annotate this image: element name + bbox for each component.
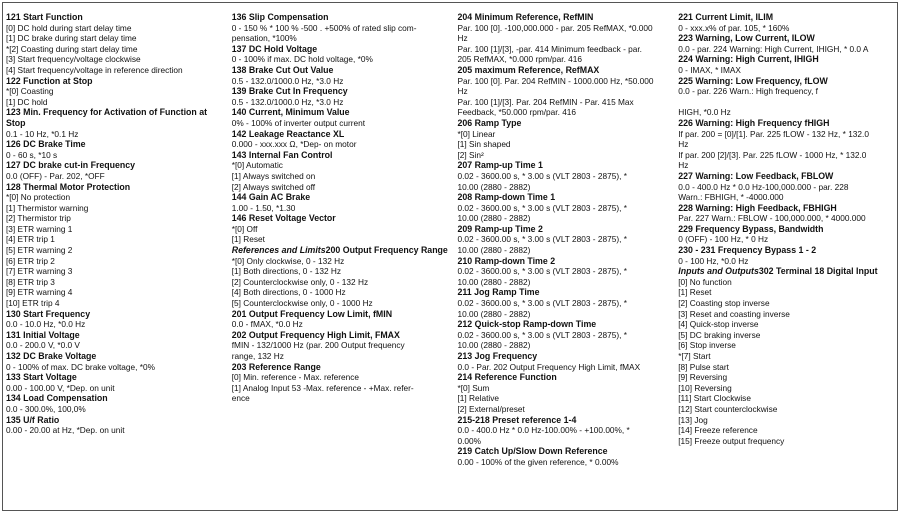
parameter-value-line: [0] DC hold during start delay time — [6, 22, 132, 33]
parameter-title: 213 Jog Frequency — [457, 351, 538, 361]
parameter-entry — [232, 129, 452, 150]
parameter-heading — [232, 107, 452, 118]
parameter-heading — [232, 44, 452, 55]
parameter-entry — [6, 330, 226, 351]
parameter-title: 133 Start Voltage — [6, 372, 77, 383]
parameter-heading — [232, 12, 452, 23]
parameter-value-line: *[0] Sum — [457, 382, 490, 393]
parameter-title: 131 Initial Voltage — [6, 329, 80, 340]
parameter-value-line: [2] Coasting stop inverse — [678, 298, 770, 309]
parameter-entry — [458, 65, 673, 118]
parameter-value-line: 0.02 - 3600.00 s, * 3.00 s (VLT 2803 - 2875), * — [457, 202, 627, 213]
parameter-title: 215-218 Preset reference 1-4 — [457, 414, 577, 425]
parameter-heading — [678, 33, 894, 44]
parameter-value-line: [2] Counterclockwise only, 0 - 132 Hz — [231, 276, 369, 287]
parameter-title: 140 Current, Minimum Value — [231, 107, 350, 118]
parameter-value-line: 0.02 - 3600.00 s, * 3.00 s (VLT 2803 - 2875), * — [457, 266, 627, 277]
parameter-value-line: [1] Sin shaped — [457, 139, 511, 150]
parameter-value-line: *[0] Linear — [457, 128, 496, 139]
parameter-heading — [458, 256, 673, 267]
parameter-title: 204 Minimum Reference, RefMIN — [457, 12, 594, 22]
parameter-entry — [232, 309, 452, 330]
parameter-title: 122 Function at Stop — [6, 75, 93, 86]
parameter-heading — [678, 54, 894, 65]
parameter-value-line: [1] Always switched on — [231, 170, 316, 181]
parameter-value-line: 10.00 (2880 - 2882) — [457, 340, 531, 351]
parameter-value-line: 0 - IMAX, * IMAX — [678, 64, 741, 75]
parameter-value-line: [4] ETR trip 1 — [6, 234, 55, 245]
parameter-entry — [458, 12, 673, 65]
parameter-heading — [458, 351, 673, 362]
parameter-value-line: [7] ETR warning 3 — [6, 266, 73, 277]
parameter-value-line: [1] Reset — [678, 287, 712, 298]
parameter-heading — [458, 192, 673, 203]
parameter-value-line — [678, 97, 894, 108]
parameter-heading — [678, 171, 894, 182]
parameter-value-line: 0.5 - 132.0/1000.0 Hz, *3.0 Hz — [231, 96, 344, 107]
parameter-value-line: 10.00 (2880 - 2882) — [457, 308, 531, 319]
parameter-heading — [678, 203, 894, 214]
parameter-value-line: 0.02 - 3600.00 s, * 3.00 s (VLT 2803 - 2875), * — [457, 298, 627, 309]
parameter-value-line: [11] Start Clockwise — [678, 393, 751, 404]
parameter-entry — [678, 54, 894, 75]
parameter-heading — [232, 330, 452, 341]
parameter-entry — [232, 192, 452, 213]
parameter-value-line: 0.1 - 10 Hz, *0.1 Hz — [6, 128, 79, 139]
parameter-title: 203 Reference Range — [231, 361, 321, 372]
parameter-title: 229 Frequency Bypass, Bandwidth — [678, 223, 824, 234]
parameter-value-line: ence — [231, 393, 250, 404]
parameter-title: 146 Reset Voltage Vector — [231, 213, 336, 224]
section-heading: Inputs and Outputs — [678, 266, 759, 277]
parameter-entry — [6, 309, 226, 330]
parameter-entry — [232, 245, 452, 309]
column-2 — [229, 3, 455, 510]
parameter-heading — [458, 415, 673, 426]
parameter-value-line: Par. 227 Warn.: FBLOW - 100,000.000, * 4000.000 — [678, 213, 866, 224]
parameter-title: 121 Start Function — [6, 12, 83, 22]
parameter-value-line: 0.0 - 300.0%, 100,0% — [6, 403, 86, 414]
parameter-title: 223 Warning, Low Current, ILOW — [678, 33, 815, 44]
parameter-entry — [458, 287, 673, 319]
parameter-title: 207 Ramp-up Time 1 — [457, 160, 543, 171]
parameter-value-line: [2] Sin² — [457, 149, 484, 160]
parameter-entry — [458, 415, 673, 447]
parameter-title: 126 DC Brake Time — [6, 139, 86, 150]
parameter-entry — [678, 12, 894, 33]
parameter-heading — [458, 446, 673, 457]
parameter-value-line: [6] ETR trip 2 — [6, 255, 55, 266]
parameter-value-line: 1.00 - 1.50, *1.30 — [231, 202, 296, 213]
parameter-entry — [6, 12, 226, 76]
parameter-value-line: *[2] Coasting during start delay time — [6, 43, 138, 54]
parameter-value-line: *[0] Coasting — [6, 86, 54, 97]
parameter-value-line: [2] External/preset — [457, 403, 525, 414]
parameter-title: 219 Catch Up/Slow Down Reference — [457, 446, 608, 457]
parameter-value-line: 0 - 100% if max. DC hold voltage, *0% — [231, 54, 373, 65]
parameter-title: 224 Warning: High Current, IHIGH — [678, 54, 819, 65]
parameter-title: 142 Leakage Reactance XL — [231, 128, 345, 139]
parameter-value-line: Par. 100 [0]. Par. 204 RefMIN - 1000.000 Hz, *50.000 — [457, 75, 654, 86]
section-heading: References and Limits — [231, 245, 326, 256]
parameter-value-line: [1] Relative — [457, 393, 500, 404]
parameter-value-line: [1] Thermistor warning — [6, 202, 89, 213]
parameter-heading — [458, 319, 673, 330]
parameter-heading — [6, 372, 226, 383]
parameter-value-line: [5] Counterclockwise only, 0 - 1000 Hz — [231, 298, 373, 309]
parameter-entry — [232, 330, 452, 362]
parameter-entry — [232, 362, 452, 404]
parameter-value-line: [12] Start counterclockwise — [678, 403, 778, 414]
parameter-value-line: 10.00 (2880 - 2882) — [457, 276, 531, 287]
parameter-title: 135 U/f Ratio — [6, 414, 60, 425]
parameter-heading — [6, 160, 226, 171]
parameter-value-line: [8] ETR trip 3 — [6, 276, 55, 287]
parameter-heading — [458, 65, 673, 76]
parameter-entry — [232, 86, 452, 107]
parameter-entry — [458, 160, 673, 192]
parameter-value-line: pensation, *100% — [231, 33, 297, 44]
parameter-entry — [458, 446, 673, 467]
parameter-title: 228 Warning: High Feedback, FBHIGH — [678, 202, 837, 213]
parameter-value-line: [13] Jog — [678, 414, 708, 425]
parameter-heading — [458, 287, 673, 298]
parameter-value-line: 10.00 (2880 - 2882) — [457, 181, 531, 192]
parameter-heading — [232, 213, 452, 224]
parameter-entry — [232, 213, 452, 245]
parameter-entry — [458, 192, 673, 224]
parameter-heading — [458, 160, 673, 171]
parameter-entry — [6, 372, 226, 393]
parameter-value-line: 0.00 - 100.00 V, *Dep. on unit — [6, 382, 115, 393]
parameter-heading — [6, 415, 226, 426]
parameter-heading — [678, 76, 894, 87]
parameter-entry — [678, 224, 894, 245]
parameter-value-line: [6] Stop inverse — [678, 340, 736, 351]
parameter-entry — [678, 203, 894, 224]
parameter-heading — [458, 372, 673, 383]
parameter-title: 210 Ramp-down Time 2 — [457, 255, 556, 266]
parameter-value-line: If par. 200 = [0]/[1]. Par. 225 fLOW - 132 Hz, * 132.0 — [678, 128, 869, 139]
parameter-value-line: Hz — [457, 86, 468, 97]
parameter-value-line: 0% - 100% of inverter output current — [231, 117, 366, 128]
parameter-value-line: 0.02 - 3600.00 s, * 3.00 s (VLT 2803 - 2875), * — [457, 234, 627, 245]
parameter-entry — [678, 245, 894, 266]
parameter-entry — [6, 76, 226, 108]
parameter-value-line: [3] Reset and coasting inverse — [678, 308, 790, 319]
parameter-value-line: Par. 100 [1]/[3]. Par. 204 RefMIN - Par. 415 Max — [457, 96, 634, 107]
parameter-heading — [458, 12, 673, 23]
parameter-value-line: 0.0 (OFF) - Par. 202, *OFF — [6, 170, 105, 181]
parameter-value-line: [14] Freeze reference — [678, 425, 758, 436]
parameter-value-line: 0.0 - Par. 202 Output Frequency High Limit, fMAX — [457, 361, 641, 372]
parameter-entry — [6, 160, 226, 181]
parameter-value-line: 0.02 - 3600.00 s, * 3.00 s (VLT 2803 - 2875), * — [457, 329, 627, 340]
parameter-value-line: 0.00% — [457, 435, 482, 446]
parameter-value-line: [0] Min. reference - Max. reference — [231, 372, 360, 383]
parameter-value-line: Warn.: FBHIGH, * -4000.000 — [678, 192, 784, 203]
parameter-value-line: [8] Pulse start — [678, 361, 729, 372]
parameter-title: 123 Min. Frequency for Activation of Function at Stop — [6, 107, 208, 128]
parameter-value-line: Par. 100 [1]/[3], -par. 414 Minimum feedback - par. — [457, 43, 642, 54]
parameter-value-line: 0.0 - 400.0 Hz * 0.0 Hz-100,000.000 - par. 228 — [678, 181, 849, 192]
parameter-entry — [678, 76, 894, 118]
parameter-entry — [458, 118, 673, 160]
parameter-value-line: [1] Both directions, 0 - 132 Hz — [231, 266, 342, 277]
parameter-title: 230 - 231 Frequency Bypass 1 - 2 — [678, 245, 817, 256]
parameter-value-line: 205 RefMAX, *0.000 rpm/par. 416 — [457, 54, 583, 65]
parameter-entry — [458, 372, 673, 414]
parameter-title: 206 Ramp Type — [457, 117, 522, 128]
parameter-heading — [232, 86, 452, 97]
parameter-entry — [678, 171, 894, 203]
parameter-value-line: 0.0 - 200.0 V, *0.0 V — [6, 340, 80, 351]
parameter-value-line: 0.0 - fMAX, *0.0 Hz — [231, 319, 303, 330]
parameter-value-line: [15] Freeze output frequency — [678, 435, 785, 446]
parameter-value-line: [1] DC hold — [6, 96, 48, 107]
parameter-value-line: 0.0 - par. 224 Warning: High Current, IHIGH, * 0.0 A — [678, 43, 869, 54]
parameter-value-line: [4] Quick-stop inverse — [678, 319, 759, 330]
parameter-title: 205 maximum Reference, RefMAX — [457, 64, 600, 75]
parameter-entry — [458, 351, 673, 372]
parameter-value-line: 0.0 - 400.0 Hz * 0.0 Hz-100.00% - +100.00%, * — [457, 425, 630, 436]
parameter-value-line: Hz — [678, 160, 689, 171]
parameter-heading — [6, 351, 226, 362]
parameter-title: 302 Terminal 18 Digital Input — [758, 266, 878, 277]
parameter-value-line: Hz — [678, 139, 689, 150]
parameter-reference-page — [2, 2, 898, 511]
parameter-value-line: [2] Thermistor trip — [6, 213, 71, 224]
parameter-value-line: [1] DC brake during start delay time — [6, 33, 137, 44]
parameter-entry — [458, 319, 673, 351]
parameter-heading — [6, 12, 226, 23]
parameter-value-line: [2] Always switched off — [231, 181, 316, 192]
column-4 — [675, 3, 897, 510]
parameter-title: 214 Reference Function — [457, 372, 557, 383]
parameter-value-line: [4] Both directions, 0 - 1000 Hz — [231, 287, 346, 298]
parameter-entry — [6, 393, 226, 414]
parameter-title: 200 Output Frequency Range — [325, 245, 448, 256]
column-3 — [455, 3, 676, 510]
parameter-title: 209 Ramp-up Time 2 — [457, 223, 543, 234]
parameter-heading — [232, 129, 452, 140]
parameter-title: 202 Output Frequency High Limit, FMAX — [231, 329, 400, 340]
parameter-value-line: 0 - 100% of max. DC brake voltage, *0% — [6, 361, 155, 372]
parameter-entry — [678, 118, 894, 171]
parameter-title: 225 Warning: Low Frequency, fLOW — [678, 75, 828, 86]
parameter-value-line: 0 (OFF) - 100 Hz, * 0 Hz — [678, 234, 769, 245]
parameter-title: 136 Slip Compensation — [231, 12, 329, 22]
parameter-heading — [6, 139, 226, 150]
parameter-heading — [232, 309, 452, 320]
parameter-value-line: [4] Start frequency/voltage in reference direction — [6, 64, 183, 75]
parameter-title: 130 Start Frequency — [6, 308, 91, 319]
parameter-value-line: [1] Analog Input 53 -Max. reference - +Max. refer- — [231, 382, 414, 393]
parameter-value-line: Feedback, *50.000 rpm/par. 416 — [457, 107, 577, 118]
column-1 — [3, 3, 229, 510]
parameter-heading — [458, 224, 673, 235]
parameter-value-line: 0.00 - 100% of the given reference, * 0.00% — [457, 456, 619, 467]
parameter-title: 226 Warning: High Frequency fHIGH — [678, 117, 830, 128]
parameter-value-line: 0 - xxx.x% of par. 105, * 160% — [678, 22, 790, 33]
parameter-heading — [6, 107, 226, 128]
parameter-value-line: 10.00 (2880 - 2882) — [457, 245, 531, 256]
parameter-heading — [678, 245, 894, 256]
parameter-heading — [6, 182, 226, 193]
parameter-value-line: 0.000 - xxx.xxx Ω, *Dep- on motor — [231, 139, 357, 150]
parameter-value-line: 0.02 - 3600.00 s, * 3.00 s (VLT 2803 - 2875), * — [457, 170, 627, 181]
parameter-heading — [6, 330, 226, 341]
parameter-value-line: [9] ETR warning 4 — [6, 287, 73, 298]
parameter-value-line: 10.00 (2880 - 2882) — [457, 213, 531, 224]
parameter-entry — [6, 351, 226, 372]
parameter-heading — [6, 76, 226, 87]
parameter-title: 128 Thermal Motor Protection — [6, 181, 131, 192]
parameter-entry — [232, 65, 452, 86]
parameter-value-line: [5] DC braking inverse — [678, 329, 761, 340]
parameter-value-line: [10] Reversing — [678, 382, 732, 393]
parameter-title: 138 Brake Cut Out Value — [231, 64, 334, 75]
parameter-entry — [232, 44, 452, 65]
parameter-value-line: *[0] No protection — [6, 192, 71, 203]
parameter-entry — [678, 266, 894, 446]
parameter-entry — [678, 33, 894, 54]
parameter-value-line: [0] No function — [678, 276, 732, 287]
parameter-entry — [458, 256, 673, 288]
parameter-heading — [6, 393, 226, 404]
parameter-value-line: [1] Reset — [231, 234, 265, 245]
parameter-entry — [6, 415, 226, 436]
parameter-value-line: Par. 100 [0]. -100,000.000 - par. 205 RefMAX, *0.000 — [457, 22, 653, 33]
parameter-value-line: 0.00 - 20.00 at Hz, *Dep. on unit — [6, 425, 125, 436]
parameter-value-line: [3] Start frequency/voltage clockwise — [6, 54, 141, 65]
parameter-title: 211 Jog Ramp Time — [457, 287, 540, 298]
parameter-value-line: 0 - 60 s, *10 s — [6, 149, 58, 160]
parameter-value-line: fMIN - 132/1000 Hz (par. 200 Output frequency — [231, 340, 405, 351]
parameter-heading — [232, 192, 452, 203]
parameter-heading — [232, 245, 452, 256]
parameter-value-line: range, 132 Hz — [231, 351, 284, 361]
parameter-title: 144 Gain AC Brake — [231, 192, 311, 203]
parameter-title: 139 Brake Cut In Frequency — [231, 86, 348, 97]
parameter-entry — [6, 107, 226, 139]
parameter-heading — [232, 65, 452, 76]
parameter-title: 221 Current Limit, ILIM — [678, 12, 774, 22]
parameter-heading — [458, 118, 673, 129]
parameter-title: 208 Ramp-down Time 1 — [457, 192, 556, 203]
parameter-title: 137 DC Hold Voltage — [231, 43, 318, 54]
parameter-entry — [458, 224, 673, 256]
parameter-value-line: [5] ETR warning 2 — [6, 245, 73, 256]
parameter-entry — [232, 12, 452, 44]
parameter-title: 132 DC Brake Voltage — [6, 351, 97, 361]
parameter-entry — [6, 182, 226, 309]
parameter-value-line: 0 - 100 Hz, *0.0 Hz — [678, 255, 749, 266]
parameter-value-line: *[0] Automatic — [231, 160, 283, 171]
parameter-value-line: Hz — [457, 33, 468, 44]
parameter-title: 227 Warning: Low Feedback, FBLOW — [678, 170, 834, 181]
parameter-title: 143 Internal Fan Control — [231, 149, 333, 160]
parameter-heading — [678, 118, 894, 129]
parameter-value-line: [9] Reversing — [678, 372, 728, 383]
parameter-value-line: [10] ETR trip 4 — [6, 298, 60, 309]
parameter-heading — [678, 224, 894, 235]
parameter-value-line: *[7] Start — [678, 351, 711, 361]
parameter-entry — [232, 107, 452, 128]
parameter-title: 127 DC brake cut-in Frequency — [6, 160, 136, 171]
parameter-value-line: 0.0 - par. 226 Warn.: High frequency, f — [678, 86, 818, 97]
parameter-entry — [232, 150, 452, 192]
parameter-value-line: If par. 200 [2]/[3]. Par. 225 fLOW - 1000 Hz, * 132.0 — [678, 149, 867, 160]
parameter-value-line: *[0] Only clockwise, 0 - 132 Hz — [231, 255, 345, 266]
parameter-heading — [232, 150, 452, 161]
parameter-value-line: HIGH, *0.0 Hz — [678, 107, 731, 118]
parameter-title: 212 Quick-stop Ramp-down Time — [457, 319, 597, 330]
parameter-heading — [232, 362, 452, 373]
parameter-title: 201 Output Frequency Low Limit, fMIN — [231, 308, 393, 319]
parameter-value-line: 0.0 - 10.0 Hz, *0.0 Hz — [6, 319, 86, 330]
parameter-value-line: 0 - 150 % * 100 % -500 . +500% of rated slip com- — [231, 22, 417, 33]
parameter-entry — [6, 139, 226, 160]
parameter-value-line: *[0] Off — [231, 223, 258, 234]
parameter-heading — [678, 12, 894, 23]
parameter-title: 134 Load Compensation — [6, 393, 108, 404]
parameter-value-line: [3] ETR warning 1 — [6, 223, 73, 234]
parameter-heading — [6, 309, 226, 320]
parameter-value-line: 0.5 - 132.0/1000.0 Hz, *3.0 Hz — [231, 75, 344, 86]
parameter-heading — [678, 266, 894, 277]
